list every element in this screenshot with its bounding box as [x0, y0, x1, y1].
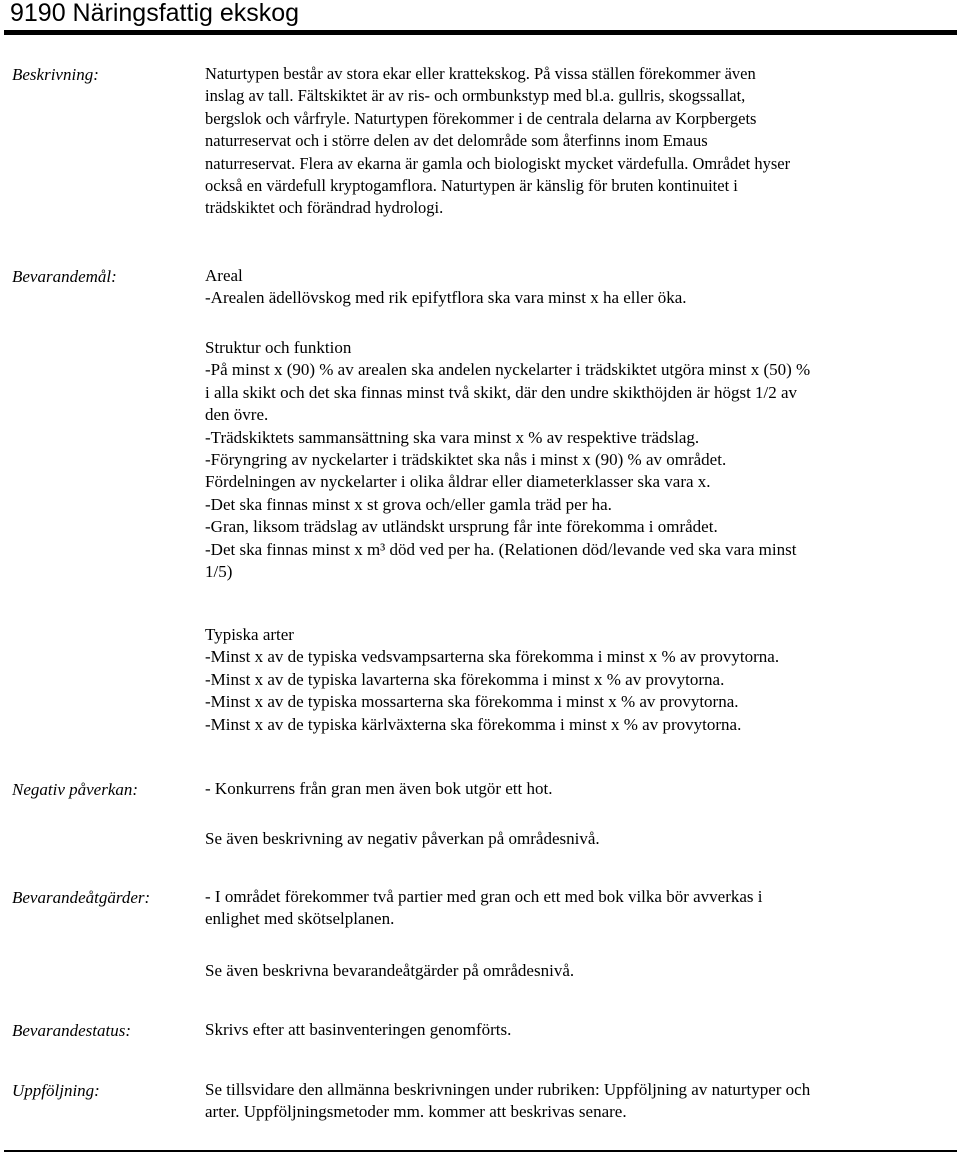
label-uppfoljning: Uppföljning: — [12, 1081, 100, 1100]
label-bevarandestatus: Bevarandestatus: — [12, 1021, 131, 1040]
text-line: -Trädskiktets sammansättning ska vara minst x % av respektive trädslag. — [205, 427, 700, 447]
typiska-block — [205, 624, 953, 736]
section-heading-typiska: Typiska arter — [205, 625, 294, 644]
text-line: Se tillsvidare den allmänna beskrivningen under rubriken: Uppföljning av naturtyper och — [205, 1080, 811, 1099]
page-title: 9190 Näringsfattig ekskog — [10, 0, 300, 27]
text-line: trädskiktet och förändrad hydrologi. — [205, 198, 444, 218]
text-line: -Det ska finnas minst x st grova och/eller gamla träd per ha. — [205, 494, 612, 514]
text-line: naturreservat. Flera av ekarna är gamla och biologiskt mycket värdefulla. Området hyser — [205, 153, 791, 173]
negativ-text — [205, 778, 953, 800]
text-line: inslag av tall. Fältskiktet är av ris- och ormbunkstyp med bl.a. gullris, skogssallat, — [205, 86, 746, 106]
negativ-see-also — [205, 828, 953, 850]
text-line: Skrivs efter att basinventeringen genomförts. — [205, 1020, 512, 1039]
text-line: Fördelningen av nyckelarter i olika åldrar eller diameterklasser ska vara x. — [205, 472, 711, 492]
text-line: i alla skikt och det ska finnas minst två skikt, där den undre skikthöjden är högst 1/2 av — [205, 382, 798, 402]
label-bevarandeatgarder: Bevarandeåtgärder: — [12, 888, 151, 907]
areal-block — [205, 265, 953, 310]
uppfoljning-text — [205, 1079, 953, 1124]
text-line: - Konkurrens från gran men även bok utgör ett hot. — [205, 779, 553, 798]
section-heading-struktur: Struktur och funktion — [205, 338, 352, 357]
text-line: -Minst x av de typiska lavarterna ska förekomma i minst x % av provytorna. — [205, 669, 725, 689]
text-line: -Minst x av de typiska vedsvampsarterna ska förekomma i minst x % av provytorna. — [205, 647, 780, 667]
text-line: -Minst x av de typiska kärlväxterna ska förekomma i minst x % av provytorna. — [205, 714, 742, 734]
atgarder-text — [205, 886, 953, 931]
text-line: - I området förekommer två partier med gran och ett med bok vilka bör avverkas i — [205, 887, 763, 906]
text-line: -Gran, liksom trädslag av utländskt ursprung får inte förekomma i området. — [205, 517, 718, 537]
label-bevarandemal: Bevarandemål: — [12, 267, 117, 286]
text-line: naturreservat och i större delen av det delområde som återfinns inom Emaus — [205, 131, 708, 151]
section-heading-areal: Areal — [205, 266, 243, 285]
status-text — [205, 1019, 953, 1041]
text-line: -På minst x (90) % av arealen ska andelen nyckelarter i trädskiktet utgöra minst x (50) % — [205, 360, 811, 380]
text-line: bergslok och vårfryle. Naturtypen förekommer i de centrala delarna av Korpbergets — [205, 108, 757, 128]
atgarder-see-also — [205, 960, 953, 982]
text-line: Naturtypen består av stora ekar eller krattekskog. På vissa ställen förekommer även — [205, 64, 756, 83]
bottom-divider — [4, 1150, 957, 1152]
text-line: 1/5) — [205, 562, 233, 582]
text-line: Se även beskrivna bevarandeåtgärder på områdesnivå. — [205, 961, 575, 980]
text-line: Se även beskrivning av negativ påverkan på områdesnivå. — [205, 829, 600, 848]
text-line: arter. Uppföljningsmetoder mm. kommer att beskrivas senare. — [205, 1102, 627, 1122]
text-line: -Arealen ädellövskog med rik epifytflora ska vara minst x ha eller öka. — [205, 288, 687, 308]
label-beskrivning: Beskrivning: — [12, 65, 99, 84]
text-line: -Föryngring av nyckelarter i trädskiktet ska nås i minst x (90) % av området. — [205, 450, 727, 470]
text-line: -Minst x av de typiska mossarterna ska förekomma i minst x % av provytorna. — [205, 692, 739, 712]
text-line: -Det ska finnas minst x m³ död ved per ha. (Relationen död/levande ved ska vara minst — [205, 539, 797, 559]
struktur-block — [205, 337, 953, 583]
title-divider — [4, 30, 957, 35]
label-negativ-paverkan: Negativ påverkan: — [12, 780, 139, 799]
text-line: enlighet med skötselplanen. — [205, 909, 395, 929]
beskrivning-text — [205, 63, 953, 220]
text-line: den övre. — [205, 405, 269, 425]
text-line: också en värdefull kryptogamflora. Naturtypen är känslig för bruten kontinuitet i — [205, 176, 738, 196]
